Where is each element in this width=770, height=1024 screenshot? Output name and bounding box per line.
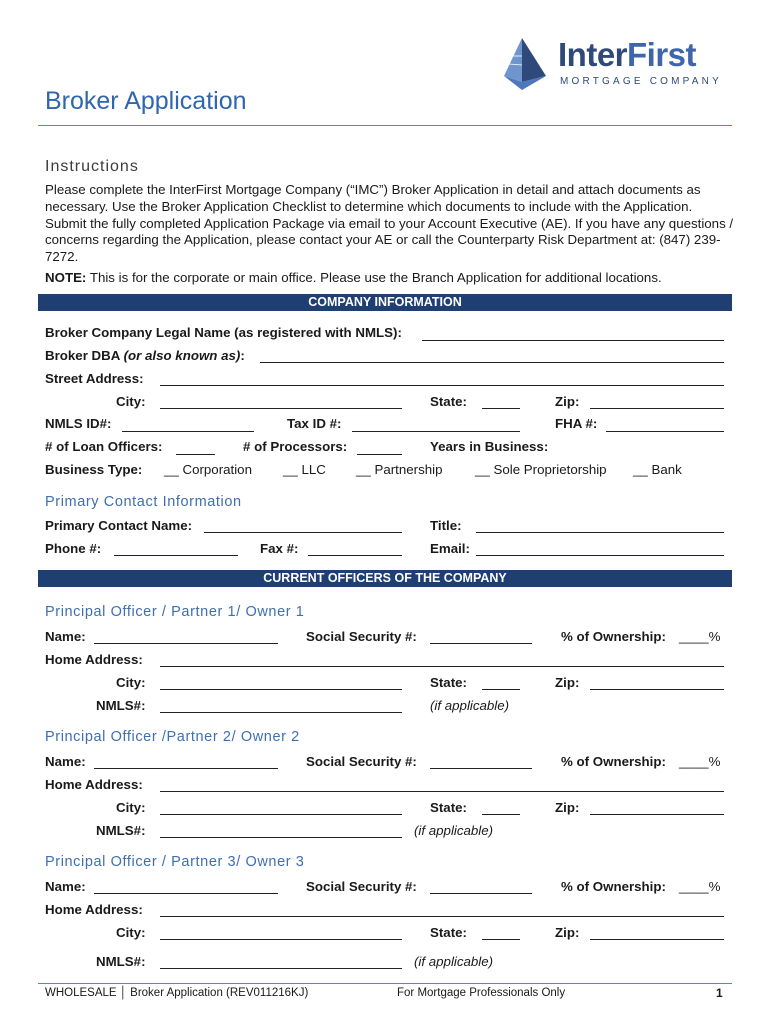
- current-officers-band: CURRENT OFFICERS OF THE COMPANY: [38, 570, 732, 587]
- note-text: This is for the corporate or main office. Please use the Branch Application for additional locations.: [86, 270, 662, 285]
- officer-3-name-field[interactable]: [94, 893, 278, 894]
- officer-2-ssn-label: Social Security #:: [306, 754, 417, 769]
- officer-3-nmls-field[interactable]: [160, 968, 402, 969]
- officer-2-home-address-label: Home Address:: [45, 777, 143, 792]
- officer-3-if-applicable: (if applicable): [414, 954, 494, 969]
- officer-1-city-field[interactable]: [160, 689, 402, 690]
- street-address-field[interactable]: [160, 385, 724, 386]
- tax-id-field[interactable]: [352, 431, 520, 432]
- officer-2-home-address-field[interactable]: [160, 791, 724, 792]
- note-line: [45, 270, 662, 285]
- logo-name-part2: First: [627, 36, 697, 73]
- officer-1-if-applicable: (if applicable): [430, 698, 510, 713]
- business-type-partnership[interactable]: __ Partnership: [356, 462, 443, 477]
- officer-3-zip-label: Zip:: [555, 925, 580, 940]
- officer-2-state-field[interactable]: [482, 814, 520, 815]
- officer-3-ssn-label: Social Security #:: [306, 879, 417, 894]
- officer-1-name-label: Name:: [45, 629, 86, 644]
- officer-1-state-label: State:: [430, 675, 467, 690]
- company-information-band: COMPANY INFORMATION: [38, 294, 732, 311]
- note-label: NOTE:: [45, 270, 87, 285]
- page-number: 1: [716, 986, 723, 1000]
- business-type-bank[interactable]: __ Bank: [633, 462, 682, 477]
- officer-1-ownership-label: % of Ownership:: [561, 629, 666, 644]
- primary-contact-name-field[interactable]: [204, 532, 402, 533]
- officer-2-zip-field[interactable]: [590, 814, 724, 815]
- zip-field[interactable]: [590, 408, 724, 409]
- officer-2-ownership-label: % of Ownership:: [561, 754, 666, 769]
- zip-label: Zip:: [555, 394, 580, 409]
- officer-3-zip-field[interactable]: [590, 939, 724, 940]
- email-field[interactable]: [476, 555, 724, 556]
- instructions-text: Please complete the InterFirst Mortgage Company (“IMC”) Broker Application in detail and attach documents as necessary. Use the Broker Application Checklist to determine which documents to include with the Application. Submit the fully completed Application Package via email to your Account Executive (AE). If you have any questions / concerns regarding the Application, please contact your AE or call the Counterparty Risk Department at: (847) 239-7272.: [45, 182, 734, 265]
- legal-name-label: Broker Company Legal Name (as registered with NMLS):: [45, 325, 402, 340]
- dba-label-italic: (or also known as): [123, 348, 241, 363]
- loan-officers-label: # of Loan Officers:: [45, 439, 163, 454]
- officer-3-name-label: Name:: [45, 879, 86, 894]
- nmls-id-field[interactable]: [122, 431, 254, 432]
- contact-title-label: Title:: [430, 518, 462, 533]
- fax-label: Fax #:: [260, 541, 299, 556]
- footer-audience: For Mortgage Professionals Only: [397, 987, 566, 999]
- phone-field[interactable]: [114, 555, 238, 556]
- officer-1-ownership-field[interactable]: ____%: [679, 629, 721, 644]
- page-title: Broker Application: [45, 87, 247, 115]
- tax-id-label: Tax ID #:: [287, 416, 342, 431]
- officer-2-name-label: Name:: [45, 754, 86, 769]
- officer-3-home-address-label: Home Address:: [45, 902, 143, 917]
- title-divider: [38, 125, 732, 126]
- officer-3-nmls-label: NMLS#:: [96, 954, 146, 969]
- officer-1-ssn-label: Social Security #:: [306, 629, 417, 644]
- street-address-label: Street Address:: [45, 371, 144, 386]
- officer-2-if-applicable: (if applicable): [414, 823, 494, 838]
- officer-2-heading: Principal Officer /Partner 2/ Owner 2: [45, 729, 300, 745]
- officer-2-name-field[interactable]: [94, 768, 278, 769]
- officer-3-ownership-label: % of Ownership:: [561, 879, 666, 894]
- officer-3-ssn-field[interactable]: [430, 893, 532, 894]
- officer-1-name-field[interactable]: [94, 643, 278, 644]
- officer-2-city-field[interactable]: [160, 814, 402, 815]
- officer-2-zip-label: Zip:: [555, 800, 580, 815]
- email-label: Email:: [430, 541, 470, 556]
- officer-3-heading: Principal Officer / Partner 3/ Owner 3: [45, 854, 305, 870]
- state-field[interactable]: [482, 408, 520, 409]
- business-type-llc[interactable]: __ LLC: [283, 462, 326, 477]
- business-type-label: Business Type:: [45, 462, 143, 477]
- officer-1-nmls-label: NMLS#:: [96, 698, 146, 713]
- city-label: City:: [116, 394, 146, 409]
- officer-1-home-address-field[interactable]: [160, 666, 724, 667]
- interfirst-logo: [502, 36, 732, 96]
- officer-1-ssn-field[interactable]: [430, 643, 532, 644]
- primary-contact-name-label: Primary Contact Name:: [45, 518, 193, 533]
- officer-3-city-field[interactable]: [160, 939, 402, 940]
- officer-1-heading: Principal Officer / Partner 1/ Owner 1: [45, 604, 305, 620]
- officer-1-zip-label: Zip:: [555, 675, 580, 690]
- business-type-sole-proprietorship[interactable]: __ Sole Proprietorship: [475, 462, 607, 477]
- dba-label: [45, 348, 245, 363]
- officer-1-nmls-field[interactable]: [160, 712, 402, 713]
- dba-field[interactable]: [260, 362, 724, 363]
- logo-name-part1: Inter: [558, 36, 628, 73]
- officer-1-state-field[interactable]: [482, 689, 520, 690]
- logo-wordmark: [558, 36, 696, 74]
- officer-3-ownership-field[interactable]: ____%: [679, 879, 721, 894]
- officer-3-city-label: City:: [116, 925, 146, 940]
- officer-2-nmls-label: NMLS#:: [96, 823, 146, 838]
- years-in-business-label: Years in Business:: [430, 439, 549, 454]
- fha-label: FHA #:: [555, 416, 598, 431]
- officer-3-state-field[interactable]: [482, 939, 520, 940]
- state-label: State:: [430, 394, 467, 409]
- footer-form-id: WHOLESALE │ Broker Application (REV011216KJ): [45, 987, 309, 999]
- instructions-heading: Instructions: [45, 158, 139, 175]
- city-field[interactable]: [160, 408, 402, 409]
- officer-3-home-address-field[interactable]: [160, 916, 724, 917]
- processors-label: # of Processors:: [243, 439, 348, 454]
- officer-2-ssn-field[interactable]: [430, 768, 532, 769]
- fax-field[interactable]: [308, 555, 402, 556]
- loan-officers-field[interactable]: [176, 454, 215, 455]
- officer-1-home-address-label: Home Address:: [45, 652, 143, 667]
- officer-2-nmls-field[interactable]: [160, 837, 402, 838]
- officer-2-ownership-field[interactable]: ____%: [679, 754, 721, 769]
- nmls-id-label: NMLS ID#:: [45, 416, 112, 431]
- footer-divider: [38, 983, 732, 984]
- officer-2-city-label: City:: [116, 800, 146, 815]
- dba-label-colon: :: [240, 348, 245, 363]
- officer-1-city-label: City:: [116, 675, 146, 690]
- dba-label-text: Broker DBA: [45, 348, 124, 363]
- officer-2-state-label: State:: [430, 800, 467, 815]
- phone-label: Phone #:: [45, 541, 102, 556]
- primary-contact-heading: Primary Contact Information: [45, 494, 242, 510]
- processors-field[interactable]: [357, 454, 402, 455]
- business-type-corporation[interactable]: __ Corporation: [164, 462, 252, 477]
- fha-field[interactable]: [606, 431, 724, 432]
- legal-name-field[interactable]: [422, 340, 724, 341]
- officer-3-state-label: State:: [430, 925, 467, 940]
- contact-title-field[interactable]: [476, 532, 724, 533]
- logo-tagline: MORTGAGE COMPANY: [560, 76, 722, 87]
- officer-1-zip-field[interactable]: [590, 689, 724, 690]
- pyramid-logo-icon: [502, 36, 554, 96]
